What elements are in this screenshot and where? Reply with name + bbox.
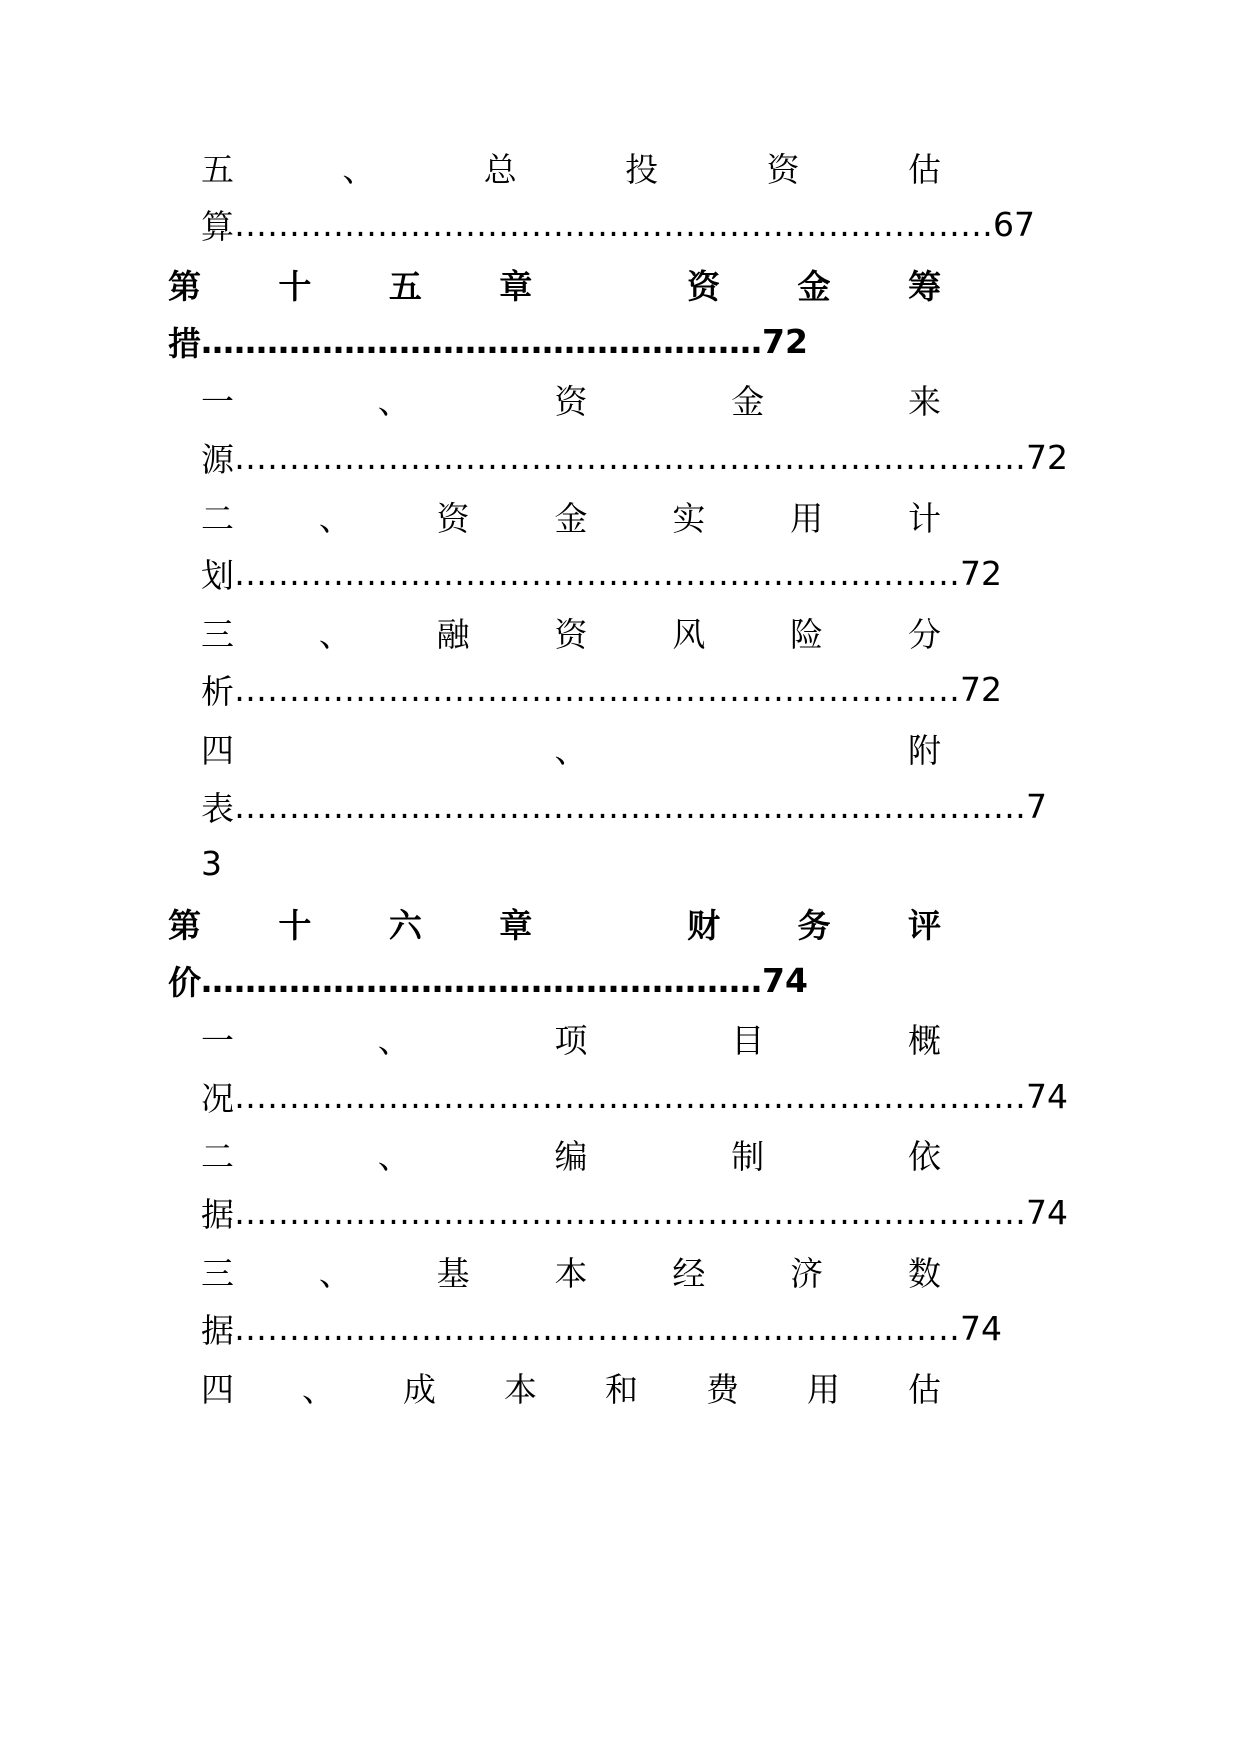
toc-char: 依 [908, 1136, 941, 1176]
toc-char: 数 [907, 1253, 941, 1293]
toc-char: 用 [790, 498, 824, 538]
toc-char: 估 [907, 149, 941, 189]
toc-char: 第 [168, 266, 201, 306]
toc-char: 资 [554, 614, 588, 654]
toc-char: 估 [908, 1369, 941, 1409]
toc-tail: 措 [168, 323, 201, 363]
toc-char: 十 [278, 266, 312, 306]
toc-char: 务 [797, 905, 831, 945]
toc-entry-c15s2-line1[interactable] [201, 488, 941, 544]
toc-entry-c15s3-line1[interactable] [201, 604, 941, 660]
toc-char: 计 [907, 498, 941, 538]
toc-leader-dots: ………………………………………………………… [234, 669, 960, 709]
toc-page-number: 74 [762, 960, 808, 1000]
toc-leader-dots: ………………………………………………………… [234, 553, 960, 593]
toc-entry-c15s4-line1[interactable] [201, 720, 941, 776]
toc-tail: 划 [201, 555, 234, 595]
toc-leader-dots: …………………………………………………………… [234, 204, 993, 244]
toc-char: 资 [554, 381, 588, 421]
toc-tail: 据 [201, 1194, 234, 1234]
toc-char: 五 [201, 149, 234, 189]
toc-char: 财 [687, 905, 721, 945]
toc-tail: 析 [201, 671, 234, 711]
toc-char: 、 [554, 730, 588, 770]
toc-entry-c16s2-line1[interactable] [201, 1126, 941, 1182]
toc-tail: 表 [201, 788, 234, 828]
toc-chapter-15-line1[interactable] [168, 256, 941, 312]
toc-char: 第 [168, 905, 201, 945]
toc-char: 、 [318, 614, 352, 654]
toc-page-number: 67 [993, 204, 1035, 244]
toc-char: 、 [318, 498, 352, 538]
toc-char: 评 [907, 905, 941, 945]
toc-char: 实 [672, 498, 706, 538]
toc-entry-c16s4-line1[interactable] [201, 1359, 941, 1415]
toc-page-number: 72 [1026, 437, 1068, 477]
toc-char: 附 [908, 730, 941, 770]
toc-char: 、 [318, 1253, 352, 1293]
toc-char: 用 [807, 1369, 840, 1409]
toc-char: 、 [302, 1369, 335, 1409]
toc-char: 基 [436, 1253, 470, 1293]
toc-char: 费 [706, 1369, 739, 1409]
toc-char: 、 [377, 1020, 411, 1060]
toc-char: 资 [766, 149, 800, 189]
toc-char: 项 [554, 1020, 588, 1060]
toc-char: 资 [436, 498, 470, 538]
toc-char: 六 [388, 905, 422, 945]
toc-char: 风 [672, 614, 706, 654]
toc-tail: 况 [201, 1078, 234, 1118]
toc-entry-c15s3-line2[interactable] [201, 661, 1002, 717]
toc-char: 五 [388, 266, 422, 306]
toc-char: 成 [403, 1369, 436, 1409]
toc-tail: 算 [201, 206, 234, 246]
toc-leader-dots: ……………………………………………………………… [234, 1076, 1026, 1116]
toc-chapter-16-line1[interactable] [168, 895, 941, 951]
toc-entry-c15s2-line2[interactable] [201, 545, 1002, 601]
toc-leader-dots: ……………………………………………………………… [234, 1192, 1026, 1232]
toc-page-number: 72 [762, 321, 808, 361]
toc-char: 经 [672, 1253, 706, 1293]
toc-char: 和 [605, 1369, 638, 1409]
toc-leader-dots: ……………………………………………………………… [234, 786, 1026, 826]
toc-char: 、 [377, 1136, 411, 1176]
toc-char: 金 [554, 498, 588, 538]
toc-tail: 源 [201, 439, 234, 479]
toc-page-number: 74 [1026, 1192, 1068, 1232]
toc-char: 十 [278, 905, 312, 945]
toc-entry-c16s3-line1[interactable] [201, 1243, 941, 1299]
toc-chapter-16-line2[interactable] [168, 952, 808, 1008]
toc-tail: 据 [201, 1310, 234, 1350]
toc-entry-s5-line2[interactable] [201, 196, 1035, 252]
toc-page-number-wrap: 3 [201, 843, 222, 883]
toc-char: 融 [436, 614, 470, 654]
toc-char: 本 [504, 1369, 537, 1409]
toc-char: 本 [554, 1253, 588, 1293]
toc-char: 资 [687, 266, 721, 306]
toc-entry-c16s2-line2[interactable] [201, 1184, 1068, 1240]
toc-char: 四 [201, 730, 234, 770]
toc-entry-c15s1-line2[interactable] [201, 429, 1068, 485]
toc-page-number: 72 [960, 669, 1002, 709]
toc-char: 险 [790, 614, 824, 654]
toc-char: 、 [377, 381, 411, 421]
toc-tail: 价 [168, 962, 201, 1002]
toc-entry-c15s4-line3[interactable] [201, 835, 222, 891]
toc-leader-dots: ……………………………………………………………… [234, 437, 1026, 477]
toc-char: 目 [731, 1020, 765, 1060]
toc-leader-dots: ………………………………………………………… [234, 1308, 960, 1348]
toc-entry-c16s1-line2[interactable] [201, 1068, 1068, 1124]
toc-char: 章 [499, 905, 533, 945]
toc-page-number: 74 [960, 1308, 1002, 1348]
toc-char: 四 [201, 1369, 234, 1409]
toc-char: 二 [201, 1136, 234, 1176]
toc-chapter-15-line2[interactable] [168, 313, 808, 369]
toc-char: 概 [908, 1020, 941, 1060]
toc-char: 、 [342, 149, 376, 189]
toc-char: 制 [731, 1136, 765, 1176]
toc-page-number: 74 [1026, 1076, 1068, 1116]
toc-char: 编 [554, 1136, 588, 1176]
toc-entry-c16s1-line1[interactable] [201, 1010, 941, 1066]
toc-char: 二 [201, 498, 234, 538]
toc-char: 筹 [907, 266, 941, 306]
toc-char: 投 [625, 149, 659, 189]
toc-entry-c16s3-line2[interactable] [201, 1300, 1002, 1356]
toc-leader-dots: …………………………………………… [201, 960, 762, 1000]
toc-char: 章 [499, 266, 533, 306]
toc-char: 总 [483, 149, 517, 189]
toc-entry-s5-line1[interactable] [201, 139, 941, 195]
toc-char: 济 [790, 1253, 824, 1293]
toc-page-number: 72 [960, 553, 1002, 593]
toc-entry-c15s1-line1[interactable] [201, 371, 941, 427]
toc-char: 金 [731, 381, 765, 421]
toc-entry-c15s4-line2[interactable] [201, 778, 1047, 834]
toc-char: 金 [797, 266, 831, 306]
toc-char: 分 [907, 614, 941, 654]
toc-char: 一 [201, 381, 234, 421]
toc-char: 三 [201, 1253, 234, 1293]
toc-page-number: 7 [1026, 786, 1047, 826]
toc-char: 来 [908, 381, 941, 421]
toc-char: 三 [201, 614, 234, 654]
toc-char: 一 [201, 1020, 234, 1060]
toc-leader-dots: …………………………………………… [201, 321, 762, 361]
